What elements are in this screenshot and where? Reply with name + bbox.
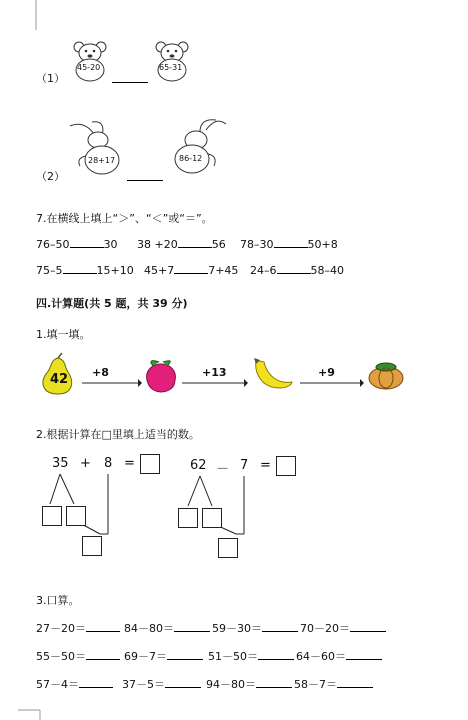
compare-row-1b <box>137 238 226 251</box>
right-op: － <box>216 462 230 477</box>
peach-icon <box>143 358 179 394</box>
split-box-2[interactable] <box>202 508 222 528</box>
right-eq: = <box>260 458 271 473</box>
result-box[interactable] <box>82 536 102 556</box>
mental-row-2 <box>36 648 120 664</box>
compare-row-2b <box>144 264 238 277</box>
compare-right: 56 <box>211 238 226 251</box>
mental-item-wrap <box>294 676 373 692</box>
mental-row-3 <box>36 676 113 692</box>
q3-title: 3.口算。 <box>36 594 80 607</box>
part2-label: （2） <box>36 170 65 183</box>
compare-left: 76–50 <box>36 238 70 251</box>
mental-item: 70－20＝ <box>300 622 350 635</box>
answer-box[interactable] <box>276 456 296 476</box>
mental-row-1 <box>36 620 120 636</box>
rabbit-right <box>170 116 228 176</box>
mental-item: 37－5＝ <box>122 678 165 691</box>
compare-blank[interactable] <box>178 247 212 248</box>
compare-blank[interactable] <box>174 273 208 274</box>
arrow <box>82 378 142 388</box>
mental-item-wrap <box>122 676 201 692</box>
answer-box[interactable] <box>140 454 160 474</box>
compare-left: 38 +20 <box>137 238 178 251</box>
mental-item-wrap <box>206 676 292 692</box>
q2-title: 2.根据计算在□里填上适当的数。 <box>36 428 200 441</box>
compare-row-2 <box>36 264 134 277</box>
compare-right: 7+45 <box>208 264 239 277</box>
compare-left: 24–6 <box>250 264 277 277</box>
bear-right <box>154 40 190 82</box>
compare-blank[interactable] <box>274 247 308 248</box>
answer-blank[interactable] <box>112 70 148 83</box>
mental-item-wrap <box>124 648 203 664</box>
mental-item-wrap <box>208 648 294 664</box>
bear-icon <box>154 40 190 82</box>
mental-item: 58－7＝ <box>294 678 337 691</box>
bear-right-expr: 65-31 <box>159 63 183 72</box>
compare-left: 75–5 <box>36 264 63 277</box>
rabbit-icon <box>66 118 122 176</box>
mental-item: 59－30＝ <box>212 622 262 635</box>
mental-item: 69－7＝ <box>124 650 167 663</box>
compare-row-1 <box>36 238 118 251</box>
section-title: 四.计算题(共 5 题，共 39 分) <box>36 297 188 310</box>
left-eq: = <box>124 456 135 471</box>
split-box-1[interactable] <box>178 508 198 528</box>
mental-item-wrap <box>212 620 298 636</box>
corner-mark-top <box>22 0 42 30</box>
mental-item: 84－80＝ <box>124 622 174 635</box>
q7-instruction: 7.在横线上填上“＞”、“＜”或“＝”。 <box>36 212 213 225</box>
arrow <box>182 378 248 388</box>
start-number: 42 <box>50 372 69 387</box>
mental-item: 64－60＝ <box>296 650 346 663</box>
mental-blank[interactable] <box>167 659 203 660</box>
mental-item: 27－20＝ <box>36 622 86 635</box>
mental-blank[interactable] <box>86 631 120 632</box>
split-box-2[interactable] <box>66 506 86 526</box>
mental-blank[interactable] <box>86 659 120 660</box>
compare-right: 50+8 <box>307 238 338 251</box>
mental-item-wrap <box>124 620 210 636</box>
compare-blank[interactable] <box>70 247 104 248</box>
mental-blank[interactable] <box>350 631 386 632</box>
bear-left-expr: 45-20 <box>77 63 101 72</box>
op-label: +9 <box>318 366 335 379</box>
result-box[interactable] <box>218 538 238 558</box>
mental-blank[interactable] <box>256 687 292 688</box>
compare-blank[interactable] <box>277 273 311 274</box>
mental-item: 51－50＝ <box>208 650 258 663</box>
compare-row-1c <box>240 238 338 251</box>
op-label: +8 <box>92 366 109 379</box>
corner-mark-bottom <box>18 700 48 720</box>
left-op: + <box>80 456 91 471</box>
mental-item: 94－80＝ <box>206 678 256 691</box>
split-box-1[interactable] <box>42 506 62 526</box>
mental-blank[interactable] <box>262 631 298 632</box>
mental-blank[interactable] <box>337 687 373 688</box>
mental-item: 55－50＝ <box>36 650 86 663</box>
rabbit-icon <box>170 116 228 176</box>
compare-row-2c <box>250 264 344 277</box>
compare-right: 30 <box>103 238 118 251</box>
rabbit-left <box>66 118 122 176</box>
banana-icon <box>250 356 294 392</box>
right-b: 7 <box>240 458 249 473</box>
mental-blank[interactable] <box>165 687 201 688</box>
mental-blank[interactable] <box>346 659 382 660</box>
mental-blank[interactable] <box>79 687 113 688</box>
arrow <box>300 378 364 388</box>
compare-right: 15+10 <box>96 264 134 277</box>
answer-blank[interactable] <box>127 168 163 181</box>
mental-item-wrap <box>296 648 382 664</box>
left-b: 8 <box>104 456 113 471</box>
rabbit-left-expr: 28+17 <box>88 156 116 165</box>
rabbit-right-expr: 86-12 <box>179 154 203 163</box>
right-a: 62 <box>190 458 207 473</box>
bear-icon <box>72 40 108 82</box>
mental-blank[interactable] <box>174 631 210 632</box>
pumpkin-icon <box>368 360 404 390</box>
bear-left <box>72 40 108 82</box>
mental-item: 57－4＝ <box>36 678 79 691</box>
compare-left: 78–30 <box>240 238 274 251</box>
left-a: 35 <box>52 456 69 471</box>
part1-label: （1） <box>36 72 65 85</box>
q1-title: 1.填一填。 <box>36 328 91 341</box>
mental-blank[interactable] <box>258 659 294 660</box>
mental-item-wrap <box>300 620 386 636</box>
compare-left: 45+7 <box>144 264 175 277</box>
op-label: +13 <box>202 366 227 379</box>
compare-blank[interactable] <box>63 273 97 274</box>
compare-right: 58–40 <box>310 264 344 277</box>
